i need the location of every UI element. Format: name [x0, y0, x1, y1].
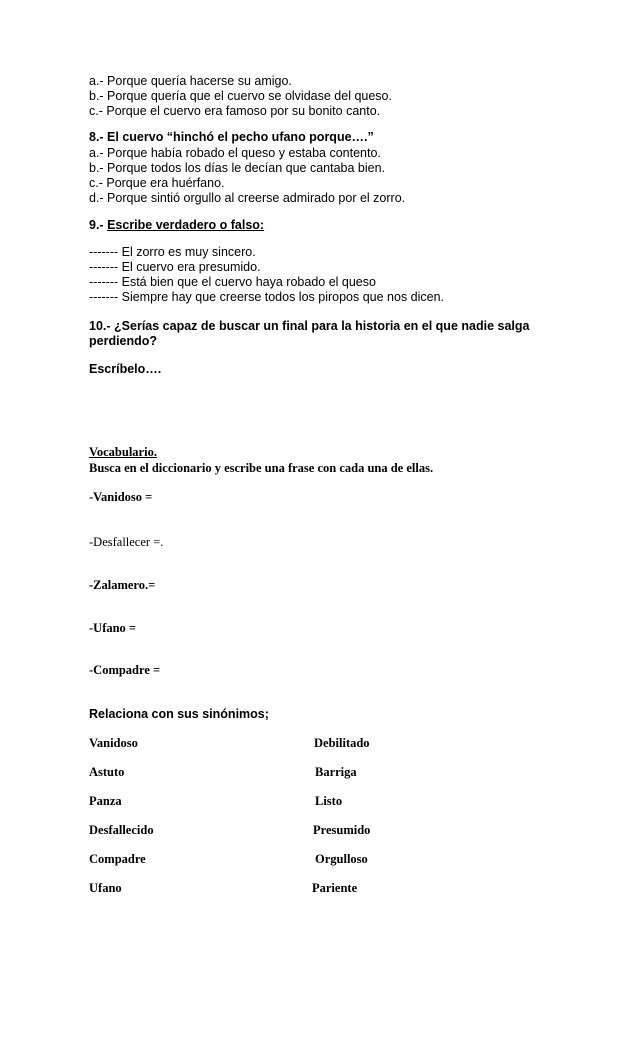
- vocab-word-ufano: -Ufano =: [89, 621, 137, 635]
- q7-option-b: b.- Porque quería que el cuervo se olvidase del queso.: [89, 89, 392, 103]
- synonym-left-4: Desfallecido: [89, 823, 154, 837]
- q10-number: 10.-: [89, 319, 111, 333]
- q10-text: ¿Serías capaz de buscar un final para la historia en el que nadie salga: [114, 319, 530, 333]
- q10-line-1: [89, 319, 529, 334]
- q8-option-b: b.- Porque todos los días le decían que cantaba bien.: [89, 161, 386, 175]
- q9-number: 9.-: [89, 218, 104, 232]
- synonym-left-3: Panza: [89, 794, 122, 808]
- vocab-word-vanidoso: -Vanidoso =: [89, 490, 153, 504]
- q8-option-d: d.- Porque sintió orgullo al creerse admirado por el zorro.: [89, 191, 406, 205]
- synonym-right-1: Debilitado: [314, 736, 370, 750]
- synonym-left-1: Vanidoso: [89, 736, 138, 750]
- q9-item-2: ------- El cuervo era presumido.: [89, 260, 261, 274]
- q8-option-a: a.- Porque había robado el queso y estaba contento.: [89, 146, 381, 160]
- q8-option-c: c.- Porque era huérfano.: [89, 176, 225, 190]
- vocab-instruction: Busca en el diccionario y escribe una frase con cada una de ellas.: [89, 461, 434, 475]
- vocab-word-compadre: -Compadre =: [89, 663, 161, 677]
- q9-item-4: ------- Siempre hay que creerse todos los piropos que nos dicen.: [89, 290, 445, 304]
- q7-option-c: c.- Porque el cuervo era famoso por su bonito canto.: [89, 104, 381, 118]
- q9-item-1: ------- El zorro es muy sincero.: [89, 245, 256, 259]
- vocab-title: Vocabulario.: [89, 445, 157, 459]
- q7-option-a: a.- Porque quería hacerse su amigo.: [89, 74, 292, 88]
- synonym-right-5: Orgulloso: [315, 852, 368, 866]
- synonym-left-5: Compadre: [89, 852, 146, 866]
- q9-title: [89, 218, 264, 233]
- q9-item-3: ------- Está bien que el cuervo haya robado el queso: [89, 275, 376, 289]
- q10-line-2: perdiendo?: [89, 334, 158, 348]
- synonym-right-2: Barriga: [315, 765, 357, 779]
- synonym-right-6: Pariente: [312, 881, 358, 895]
- synonym-right-3: Listo: [315, 794, 343, 808]
- synonym-left-6: Ufano: [89, 881, 122, 895]
- vocab-word-zalamero: -Zalamero.=: [89, 578, 156, 592]
- q9-heading: Escribe verdadero o falso:: [107, 218, 265, 232]
- synonyms-title: Relaciona con sus sinónimos;: [89, 707, 269, 721]
- q8-title: 8.- El cuervo “hinchó el pecho ufano porque….”: [89, 130, 374, 144]
- vocab-word-desfallecer: -Desfallecer =.: [89, 535, 164, 549]
- synonym-left-2: Astuto: [89, 765, 125, 779]
- synonym-right-4: Presumido: [313, 823, 371, 837]
- q10-prompt: Escríbelo….: [89, 362, 162, 376]
